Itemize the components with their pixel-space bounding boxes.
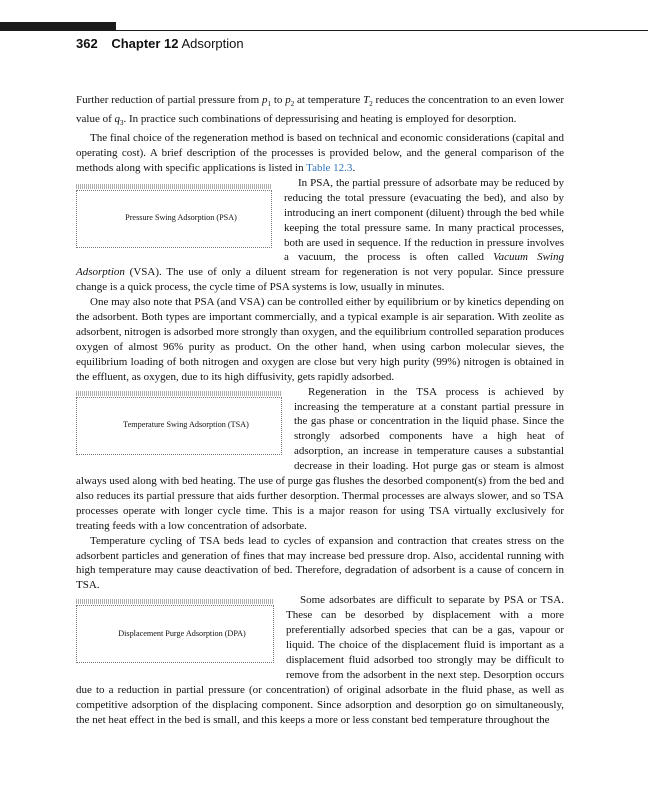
- page-number: 362: [76, 36, 98, 51]
- paragraph-psa: Pressure Swing Adsorption (PSA) In PSA, the partial pressure of adsorbate may be reduced by reducing the total pressure (evacuating the bed), and also by introducing an inert component (diluent) through the bed while keeping the total pressure same. In many practical processes, both are used in sequence. If the reduction in pressure involves a vacuum, the process is often called Vacuum Swing Adsorption (VSA). The use of only a diluent stream for regeneration is not very popular. Since pressure change is a quick process, the cycle time of PSA systems is low, usually in minutes.: [76, 176, 564, 294]
- paragraph-psa-vsa-control: One may also note that PSA (and VSA) can be controlled either by equilibrium or by kinetics depending on the adsorbent. Both types are important commercially, and a typical example is air separation. With zeolite as adsorbent, nitrogen is adsorbed more strongly than oxygen, and the equilibrium controlled separation produces oxygen of almost 96% purity as product. On the other hand, when using carbon molecular sieves, the equilibrium loading of both nitrogen and oxygen are close but very high purity (99%) nitrogen is obtained in the effluent, as oxygen, due to its high diffusivity, gets rapidly adsorbed.: [76, 296, 564, 383]
- paragraph-dpa: Displacement Purge Adsorption (DPA) Some adsorbates are difficult to separate by PSA or TSA. These can be desorbed by displacement with a more preferentially adsorbed species that can be a gas, vapour or liquid. The choice of the displacement fluid is important as a displacement fluid adsorbed too strongly may be difficult to remove from the adsorbent in the next step. Desorption occurs due to a reduction in partial pressure (or concentration) of original adsorbate in the fluid phase, as well as competitive adsorption of the displacing component. Since adsorption and desorption go on simultaneously, the net heat effect in the bed is small, and this keeps a more or less constant bed temperature throughout the: [76, 594, 564, 726]
- tsa-box-label: Temperature Swing Adsorption (TSA): [123, 420, 249, 430]
- chapter-label: Chapter 12: [111, 36, 179, 51]
- psa-box-label: Pressure Swing Adsorption (PSA): [125, 213, 237, 223]
- table-reference-link[interactable]: Table 12.3: [306, 162, 353, 174]
- body-text: [76, 93, 564, 727]
- paragraph-tsa: Temperature Swing Adsorption (TSA) Regeneration in the TSA process is achieved by increasing the temperature at a constant partial pressure in the gas phase or concentration in the liquid phase. Since the strongly adsorbed components have a high heat of adsorption, an increase in temperature causes a substantial decrease in their loading. Hot purge gas or steam is almost always used along with bed heating. The use of purge gas flushes the desorbed component(s) from the bed and also reduces its partial pressure that aids further desorption. Thermal processes are always slower, and so TSA processes operate with longer cycle time. This is a major reason for using TSA virtually exclusively for treating feeds with a low concentration of adsorbate.: [76, 385, 564, 532]
- paragraph-regeneration-choice: The final choice of the regeneration method is based on technical and economic considerations (capital and operating cost). A brief description of the processes is provided below, and the general comparison of the methods along with specific applications is listed in Table 12.3.: [76, 132, 564, 174]
- running-header: [76, 36, 244, 51]
- tsa-figure-box: [76, 397, 282, 455]
- header-rule: [0, 30, 648, 31]
- dpa-box-label: Displacement Purge Adsorption (DPA): [118, 628, 246, 638]
- dpa-figure-box: [76, 605, 274, 663]
- psa-figure-box: [76, 190, 272, 248]
- paragraph-partial-pressure: Further reduction of partial pressure from $p_1$ to $p_2$ at temperature $T_2$ reduces the concentration to an even lower value of $q_3$. In practice such combinations of depressurising and heating is employed for desorption.: [76, 94, 565, 128]
- chapter-title: Adsorption: [181, 36, 244, 51]
- paragraph-tsa-cycling: Temperature cycling of TSA beds lead to cycles of expansion and contraction that creates stress on the adsorbent particles and generation of fines that may increase bed pressure drop. Also, accidental running with high temperature may cause deactivation of bed. Therefore, degradation of adsorbent is a cause of concern in TSA.: [76, 534, 564, 592]
